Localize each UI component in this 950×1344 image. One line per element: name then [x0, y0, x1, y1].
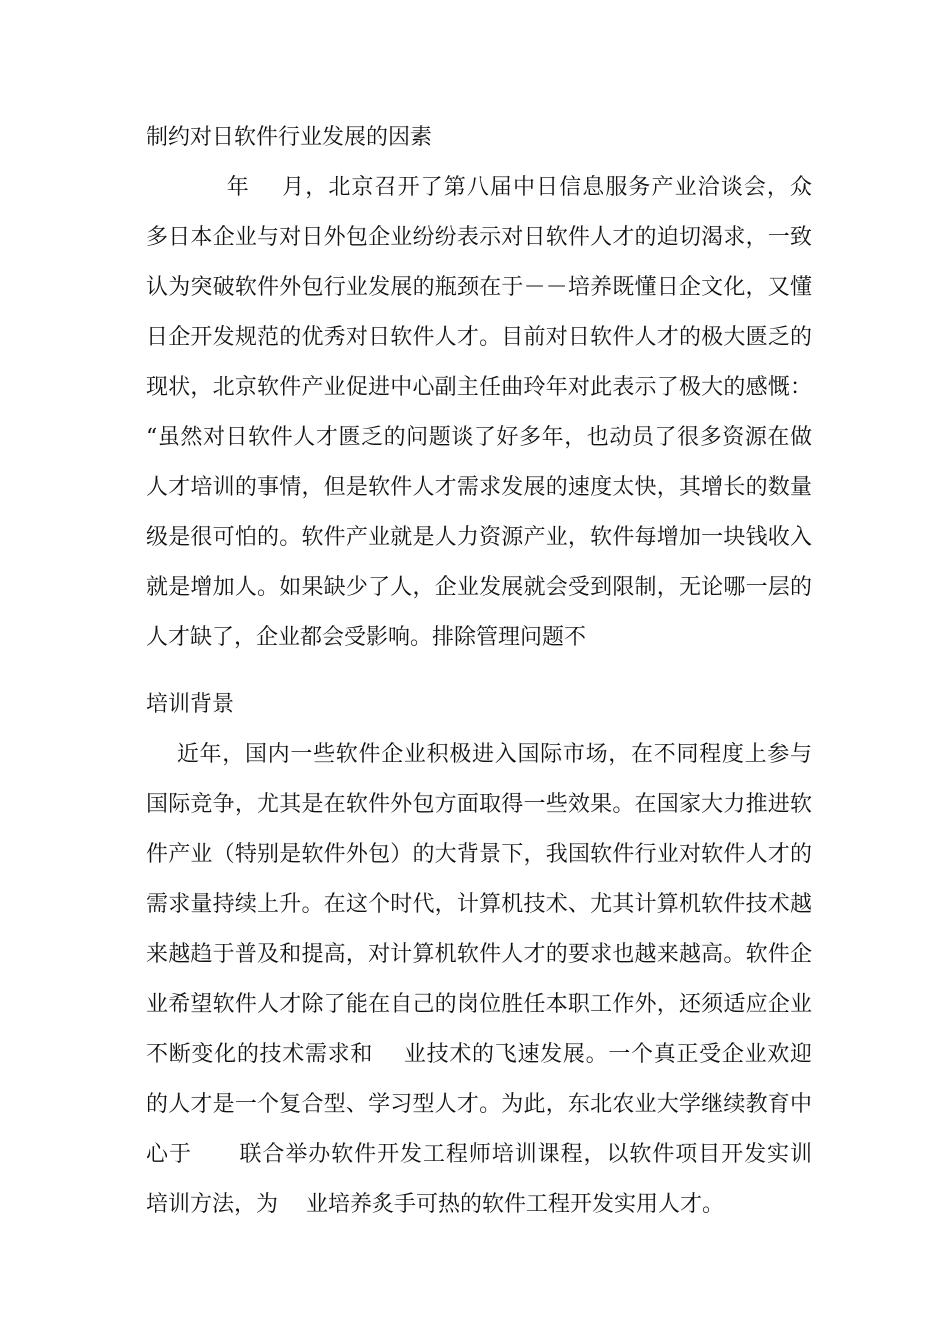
paragraph-line: 件产业（特别是软件外包）的大背景下，我国软件行业对软件人才的 [146, 842, 812, 867]
paragraph-line: 人才培训的事情，但是软件人才需求发展的速度太快，其增长的数量 [146, 475, 812, 500]
paragraph-line: 年 月，北京召开了第八届中日信息服务产业洽谈会，众 [146, 175, 812, 200]
section-title-constraints: 制约对日软件行业发展的因素 [146, 125, 433, 150]
section-title-background: 培训背景 [146, 692, 235, 717]
paragraph-line: 需求量持续上升。在这个时代，计算机技术、尤其计算机软件技术越 [146, 892, 812, 917]
paragraph-line: 现状，北京软件产业促进中心副主任曲玲年对此表示了极大的感慨： [146, 375, 812, 400]
paragraph-line: 业希望软件人才除了能在自己的岗位胜任本职工作外，还须适应企业 [146, 992, 812, 1017]
paragraph-line: 培训方法，为 业培养炙手可热的软件工程开发实用人才。 [146, 1192, 724, 1217]
paragraph-line: 国际竞争，尤其是在软件外包方面取得一些效果。在国家大力推进软 [146, 792, 812, 817]
paragraph-line: 就是增加人。如果缺少了人，企业发展就会受到限制，无论哪一层的 [146, 575, 812, 600]
paragraph-line: 心于 联合举办软件开发工程师培训课程，以软件项目开发实训 [146, 1142, 812, 1167]
paragraph-line: 日企开发规范的优秀对日软件人才。目前对日软件人才的极大匮乏的 [146, 325, 812, 350]
paragraph-line: 级是很可怕的。软件产业就是人力资源产业，软件每增加一块钱收入 [146, 525, 812, 550]
paragraph-line: 人才缺了，企业都会受影响。排除管理问题不 [146, 625, 587, 650]
paragraph-line: 近年，国内一些软件企业积极进入国际市场，在不同程度上参与 [146, 742, 812, 767]
paragraph-line: 不断变化的技术需求和 业技术的飞速发展。一个真正受企业欢迎 [146, 1042, 812, 1067]
paragraph-line: 来越趋于普及和提高，对计算机软件人才的要求也越来越高。软件企 [146, 942, 812, 967]
paragraph-line: 的人才是一个复合型、学习型人才。为此，东北农业大学继续教育中 [146, 1092, 812, 1117]
paragraph-line: 多日本企业与对日外包企业纷纷表示对日软件人才的迫切渴求，一致 [146, 225, 812, 250]
paragraph-line: 认为突破软件外包行业发展的瓶颈在于－－培养既懂日企文化，又懂 [146, 275, 812, 300]
paragraph-line: “虽然对日软件人才匮乏的问题谈了好多年，也动员了很多资源在做 [146, 425, 812, 450]
